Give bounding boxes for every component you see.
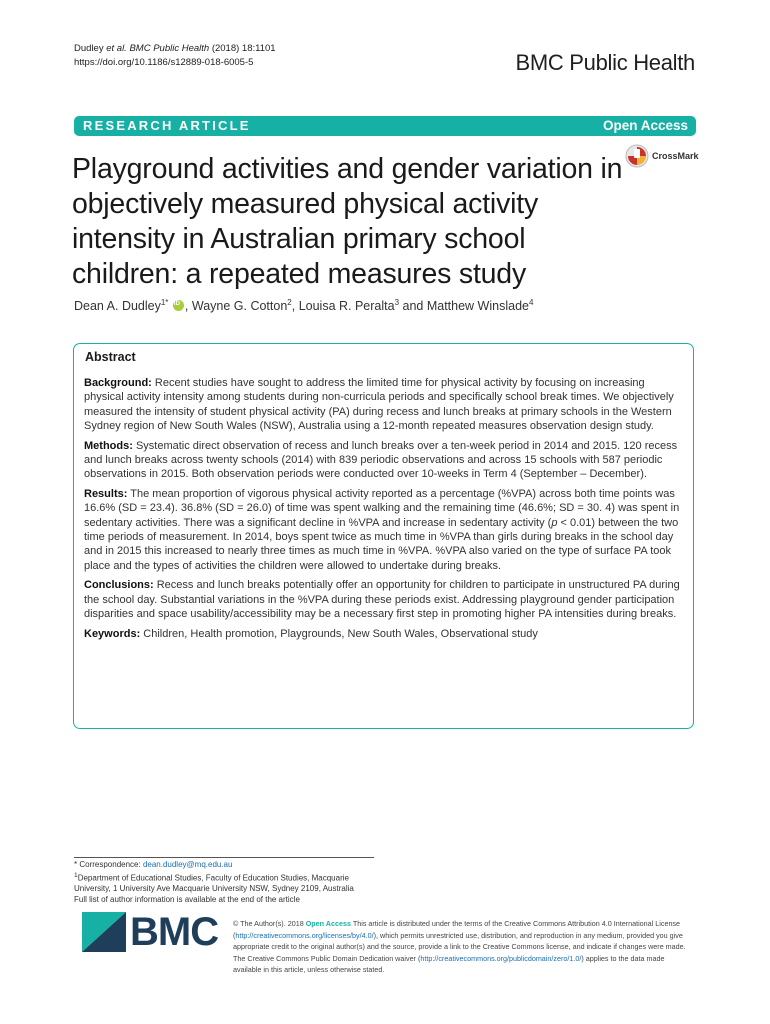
crossmark-badge[interactable] [625, 144, 703, 168]
abstract-body [84, 376, 682, 646]
abstract-keywords: Keywords: Children, Health promotion, Playgrounds, New South Wales, Observational study [84, 627, 538, 640]
author-affiliation: 1* [160, 298, 169, 307]
citation-authors: Dudley [74, 43, 107, 54]
citation-volume: (2018) 18:1101 [209, 43, 276, 54]
abstract-conclusions: Conclusions: Recess and lunch breaks potentially offer an opportunity for children to participate in unstructured PA during the school day. Substantial variations in the %VPA during these periods exist. Addressing playground gender participation disparities and space usability/accessibility may be a necessary first step in promoting higher PA intensities during breaks. [84, 579, 680, 621]
crossmark-label: CrossMark [652, 151, 699, 161]
citation-journal: et al. BMC Public Health [106, 43, 210, 54]
citation-header [74, 42, 276, 70]
doi-link[interactable]: https://doi.org/10.1186/s12889-018-6005-5 [74, 57, 254, 68]
author-affiliation: 4 [528, 298, 534, 307]
correspondence-email[interactable]: dean.dudley@mq.edu.au [142, 860, 233, 869]
license-statement: © The Author(s). 2018 Open Access This article is distributed under the terms of the Creative Commons Attribution 4.0 International License (http://creativecommons.org/licenses/by/4.0/), which permits unrestricted use, distribution, and reproduction in any medium, provided you give appropriate credit to the original author(s) and the source, provide a link to the Creative Commons license, and indicate if changes were made. The Creative Commons Public Domain Dedication waiver (http://creativecommons.org/publicdomain/zero/1.0/) applies to the data made available in this article, unless otherwise stated. [233, 919, 686, 975]
article-type-label: RESEARCH ARTICLE [83, 118, 251, 133]
author-name[interactable]: Matthew Winslade [426, 299, 529, 314]
footnote-divider [74, 857, 374, 858]
author-name[interactable]: Louisa R. Peralta [298, 299, 395, 314]
open-access-label: Open Access [602, 118, 688, 133]
bmc-logo [82, 912, 222, 956]
bmc-logo-icon [82, 912, 126, 952]
abstract-results: Results: The mean proportion of vigorous physical activity reported as a percentage (%VPA) across both time points was 16.6% (SD = 23.4). 36.8% (SD = 26.0) of time was spent walking and the remaining time (46.6%; SD = 30. 4) was spent in sedentary activities. There was a significant decline in %VPA and increase in sedentary activity (p < 0.01) between the two time periods of measurement. In 2014, boys spent twice as much time in %VPA than girls during breaks in the school day and in 2015 this increased to nearly three times as much time in %VPA. %VPA also varied on the type of surface PA took place and the types of activities the children were allowed to undertake during breaks. [84, 487, 680, 572]
article-title: Playground activities and gender variation in objectively measured physical activity intensity in Australian primary school children: a repeated measures study [72, 153, 623, 290]
article-type-banner [74, 116, 696, 136]
cc-zero-link[interactable]: http://creativecommons.org/publicdomain/zero/1.0/ [420, 953, 582, 963]
footnotes [74, 860, 384, 906]
abstract-methods: Methods: Systematic direct observation of recess and lunch breaks over a ten-week period in 2014 and 2015. 120 recess and lunch breaks across twenty schools (2014) with 839 periodic observations and across 15 schools with 587 periodic observations in 2015. Both observation periods were conducted over 10-weeks in Term 4 (September – December). [84, 439, 678, 481]
author-list: Dean A. Dudley$^{1*}$ iD , Wayne G. Cotton$^2$, Louisa R. Peralta$^3$ and Matthew Winslade$^4$ [74, 298, 533, 313]
citation-line [74, 42, 276, 56]
author-affiliation: 3 [394, 298, 400, 307]
correspondence: * Correspondence: dean.dudley@mq.edu.au [74, 860, 233, 869]
bmc-logo-text: BMC [130, 910, 219, 954]
abstract-heading: Abstract [85, 350, 136, 364]
orcid-icon[interactable] [173, 300, 184, 311]
author-info-note: Full list of author information is available at the end of the article [74, 895, 300, 905]
affiliation: $^1$Department of Educational Studies, Faculty of Education Studies, Macquarie University, 1 University Ave Macquarie University NSW, Sydney 2109, Australia [74, 871, 354, 894]
cc-by-link[interactable]: http://creativecommons.org/licenses/by/4.0/ [235, 930, 374, 940]
journal-name: BMC Public Health [515, 50, 695, 75]
author-affiliation: 2 [287, 298, 292, 307]
author-name[interactable]: Wayne G. Cotton [191, 299, 288, 314]
author-name[interactable]: Dean A. Dudley [74, 299, 161, 314]
abstract-background: Background: Recent studies have sought to address the limited time for physical activity by focusing on increasing physical activity intensity among students during non-curricula periods and specifically school break times. We objectively measured the intensity of student physical activity (PA) during recess and lunch breaks at primary schools in the Western Sydney region of New South Wales (NSW), Australia using a 12-month repeated measures observation design study. [84, 377, 674, 433]
abstract-box [73, 343, 694, 729]
